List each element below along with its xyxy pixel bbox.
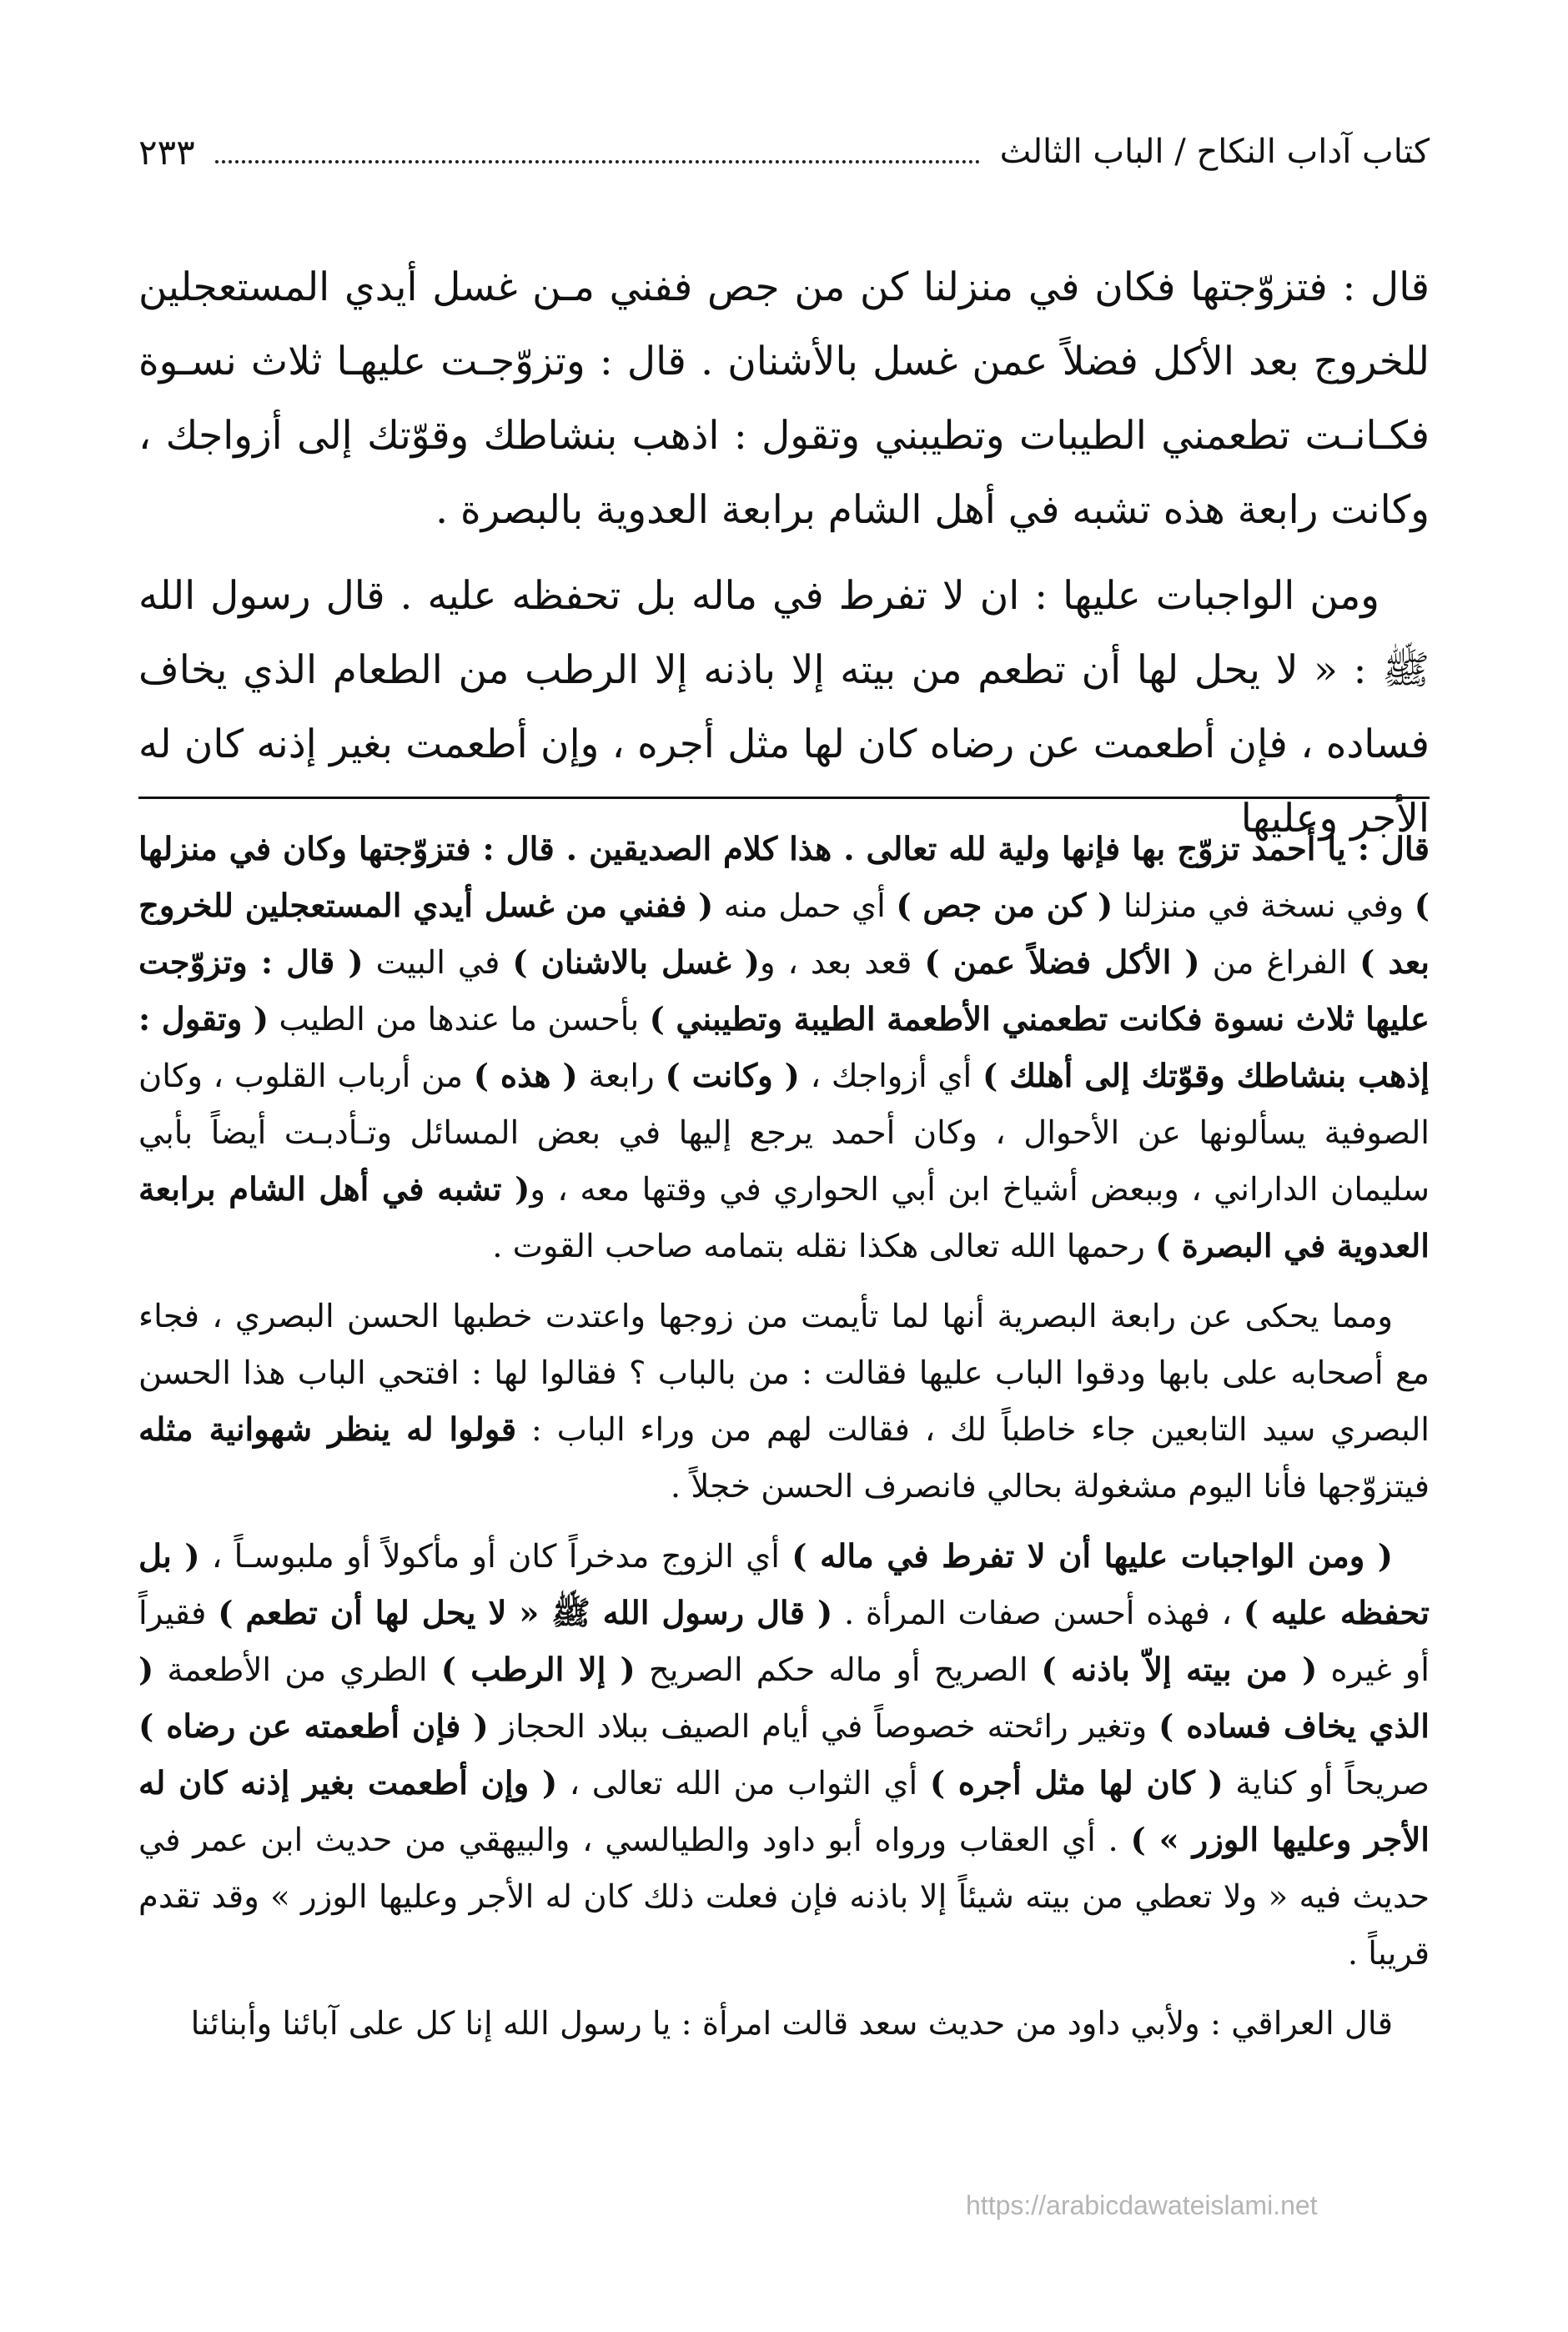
running-title: كتاب آداب النكاح / الباب الثالث [999,133,1430,171]
main-text [138,250,1430,856]
dotted-leader [215,160,980,163]
page-number: ٢٣٣ [138,131,195,173]
commentary-paragraph: قال : يا أحمد تزوّج بها فإنها ولية لله تعالى . هذا كلام الصديقين . قال : فتزوّجتها وكان في منزلها ) وفي نسخة في منزلنا ( كن من جص ) أي حمل منه ( ففني من غسل أيدي المستعجلين للخروج بعد ) الفراغ من ( الأكل فضلاً عمن ) قعد بعد ، و( غسل بالاشنان ) في البيت ( قال : وتزوّجت عليها ثلاث نسوة فكانت تطعمني الأطعمة الطيبة وتطيبني ) بأحسن ما عندها من الطيب ( وتقول : إذهب بنشاطك وقوّتك إلى أهلك ) أي أزواجك ، ( وكانت ) رابعة ( هذه ) من أرباب القلوب ، وكان الصوفية يسألونها عن الأحوال ، وكان أحمد يرجع إليها في بعض المسائل وتـأدبـت أيضاً بأبي سليمان الداراني ، وببعض أشياخ ابن أبي الحواري في وقتها معه ، و( تشبه في أهل الشام برابعة العدوية في البصرة ) رحمها الله تعالى هكذا نقله بتمامه صاحب القوت . [138,831,1430,1265]
commentary-paragraph: ومما يحكى عن رابعة البصرية أنها لما تأيمت من زوجها واعتدت خطبها الحسن البصري ، فجاء مع أصحابه على بابها ودقوا الباب عليها فقالت : من بالباب ؟ فقالوا لها : افتحي الباب هذا الحسن البصري سيد التابعين جاء خاطباً لك ، فقالت لهم من وراء الباب : قولوا له ينظر شهوانية مثله فيتزوّجها فأنا اليوم مشغولة بحالي فانصرف الحسن خجلاً . [138,1298,1430,1505]
commentary-paragraph: ( ومن الواجبات عليها أن لا تفرط في ماله ) أي الزوج مدخراً كان أو مأكولاً أو ملبوسـاً ، ( بل تحفظه عليه ) ، فهذه أحسن صفات المرأة . ( قال رسول الله ﷺ « لا يحل لها أن تطعم ) فقيراً أو غيره ( من بيته إلاّ باذنه ) الصريح أو ماله حكم الصريح ( إلا الرطب ) الطري من الأطعمة ( الذي يخاف فساده ) وتغير رائحته خصوصاً في أيام الصيف ببلاد الحجاز ( فإن أطعمته عن رضاه ) صريحاً أو كناية ( كان لها مثل أجره ) أي الثواب من الله تعالى ، ( وإن أطعمت بغير إذنه كان له الأجر وعليها الوزر » ) . أي العقاب ورواه أبو داود والطيالسي ، والبيهقي من حديث ابن عمر في حديث فيه « ولا تعطي من بيته شيئاً إلا باذنه فإن فعلت ذلك كان له الأجر وعليها الوزر » وقد تقدم قريباً . [138,1538,1430,1973]
commentary-paragraph: قال العراقي : ولأبي داود من حديث سعد قالت امرأة : يا رسول الله إنا كل على آبائنا وأبنائنا [190,2005,1393,2043]
running-header [138,125,1430,178]
separator-rule [138,797,1430,799]
watermark-url: https://arabicdawateislami.net [966,2190,1318,2220]
commentary [138,822,1430,2053]
main-paragraph: ومن الواجبات عليها : ان لا تفرط في ماله بل تحفظه عليه . قال رسول الله ﷺ : « لا يحل لها أن تطعم من بيته إلا باذنه إلا الرطب من الطعام الذي يخاف فساده ، فإن أطعمت عن رضاه كان لها مثل أجره ، وإن أطعمت بغير إذنه كان له الأجر وعليها [138,573,1430,842]
main-paragraph: قال : فتزوّجتها فكان في منزلنا كن من جص ففني مـن غسل أيدي المستعجلين للخروج بعد الأكل فضلاً عمن غسل بالأشنان . قال : وتزوّجـت عليهـا ثلاث نسـوة فكـانـت تطعمني الطيبات وتطيبني وتقول : اذهب بنشاطك وقوّتك إلى أزواجك ، وكانت رابعة هذه تشبه في أهل الشام برابعة العدوية بالبصرة . [138,264,1430,533]
